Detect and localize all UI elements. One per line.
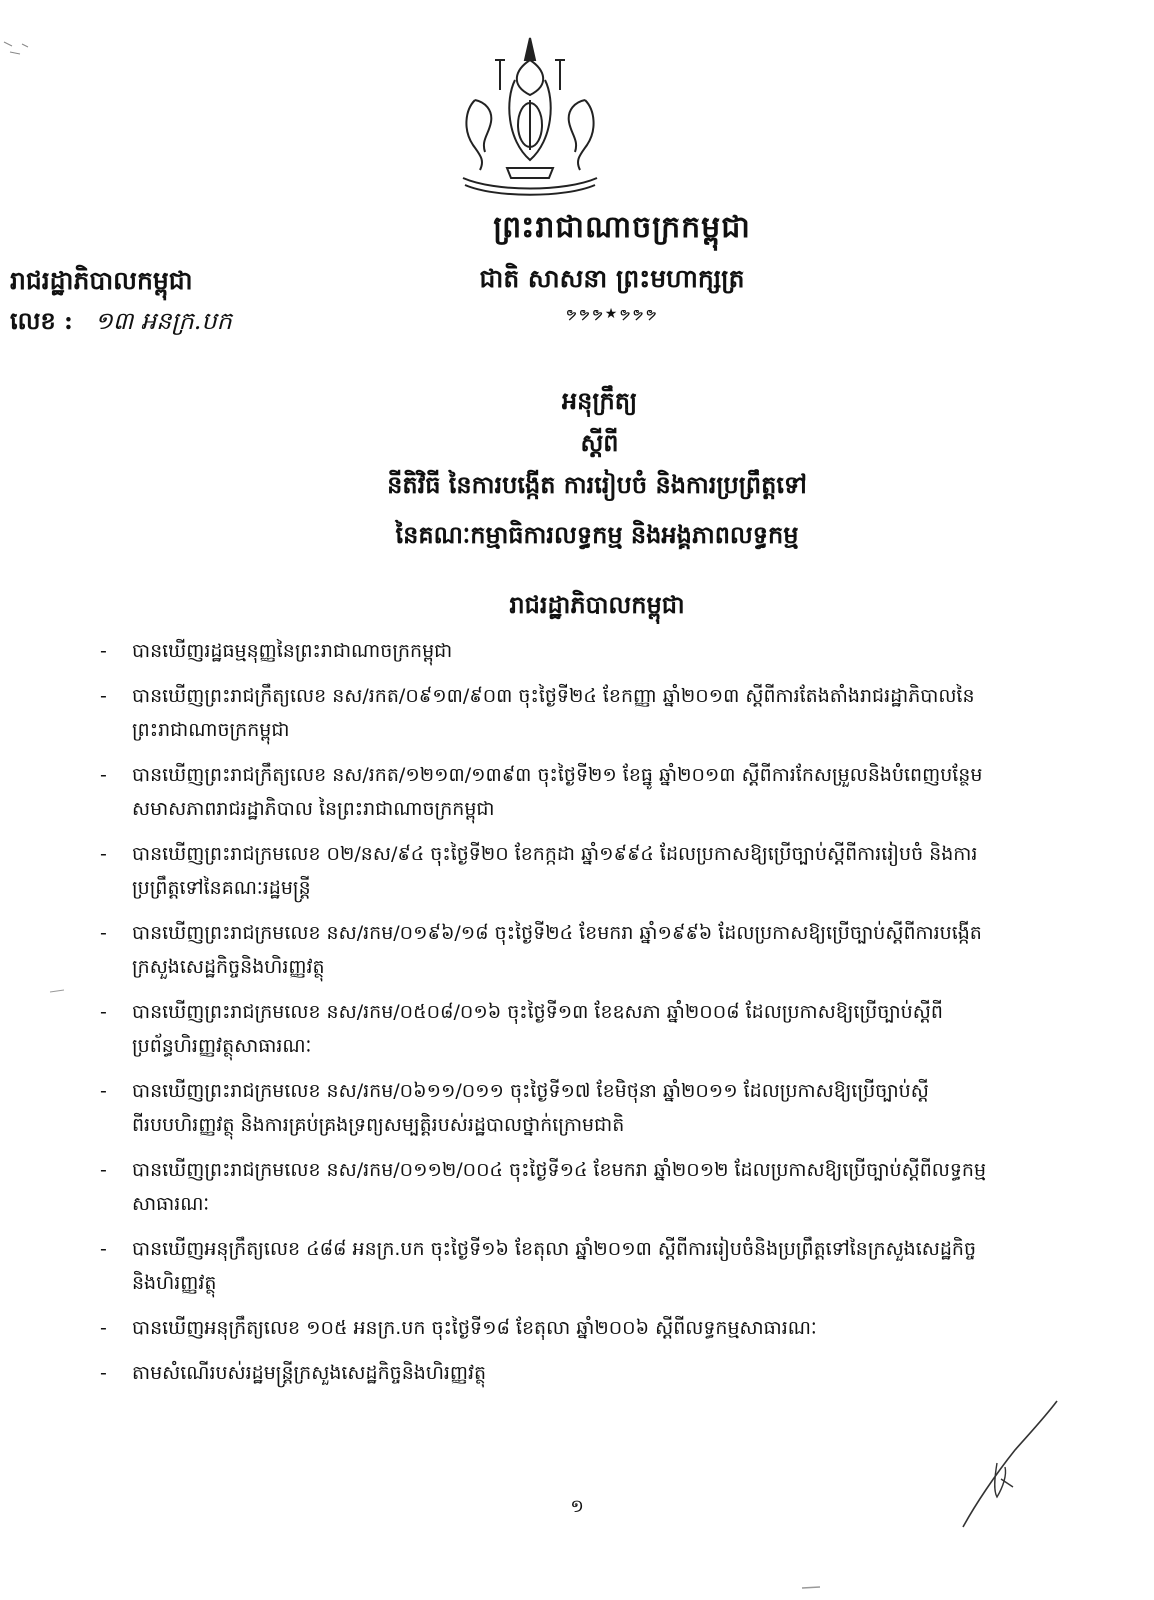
document-subject-line-1: នីតិវិធី នៃការបង្កើត ការរៀបចំ និងការប្រព្រឹត្តទៅ [387,470,807,499]
preamble-clause [100,1356,1010,1390]
issuing-authority-heading: រាជរដ្ឋាភិបាលកម្ពុជា [509,590,685,619]
document-number-label: លេខ : [10,306,73,335]
clause-dash: - [100,1001,107,1023]
preamble-clause [100,679,1010,747]
clause-dash: - [100,1317,107,1339]
clause-text: បានឃើញព្រះរាជក្រមលេខ នស/រកម/០៦១១/០១១ ចុះថ្ងៃទី១៧ ខែមិថុនា ឆ្នាំ២០១១ ដែលប្រកាសឱ្យប្រើច្បាប់ស្តីពីរបបហិរញ្ញវត្ថុ និងការគ្រប់គ្រងទ្រព្យសម្បត្តិរបស់រដ្ឋបាលថ្នាក់ក្រោមជាតិ [132,1080,929,1136]
scan-speck-mark [800,1582,824,1592]
clause-text: បានឃើញរដ្ឋធម្មនុញ្ញនៃព្រះរាជាណាចក្រកម្ពុជា [132,640,453,662]
clause-text: បានឃើញព្រះរាជក្រមលេខ នស/រកម/០៥០៨/០១៦ ចុះថ្ងៃទី១៣ ខែឧសភា ឆ្នាំ២០០៨ ដែលប្រកាសឱ្យប្រើច្បាប់ស្តីពីប្រព័ន្ធហិរញ្ញវត្ថុសាធារណៈ [132,1001,943,1057]
decorative-ornament: ຯຯຯ★ຯຯຯ [565,306,659,322]
document-on-label: ស្តីពី [580,428,619,457]
royal-coat-of-arms-emblem [445,30,615,200]
clause-dash: - [100,640,107,662]
clause-text: បានឃើញព្រះរាជក្រមលេខ នស/រកម/០១១២/០០៤ ចុះថ្ងៃទី១៤ ខែមករា ឆ្នាំ២០១២ ដែលប្រកាសឱ្យប្រើច្បាប់ស្តីពីលទ្ធកម្មសាធារណៈ [132,1159,987,1215]
clause-text: បានឃើញព្រះរាជក្រឹត្យលេខ នស/រកត/០៩១៣/៩០៣ ចុះថ្ងៃទី២៤ ខែកញ្ញា ឆ្នាំ២០១៣ ស្តីពីការតែងតាំងរាជរដ្ឋាភិបាលនៃព្រះរាជាណាចក្រកម្ពុជា [132,685,975,741]
preamble-clause [100,1153,1010,1221]
preamble-clause [100,837,1010,905]
clause-dash: - [100,1362,107,1384]
clause-text: បានឃើញព្រះរាជក្រមលេខ នស/រកម/០១៩៦/១៨ ចុះថ្ងៃទី២៤ ខែមករា ឆ្នាំ១៩៩៦ ដែលប្រកាសឱ្យប្រើច្បាប់ស្តីពីការបង្កើតក្រសួងសេដ្ឋកិច្ចនិងហិរញ្ញវត្ថុ [132,922,982,978]
preamble-clause [100,758,1010,826]
document-number-value: ១៣ អនក្រ.បក [94,307,232,335]
clause-dash: - [100,685,107,707]
document-number [10,306,232,341]
clause-dash: - [100,1238,107,1260]
preamble-clause [100,995,1010,1063]
clause-dash: - [100,1080,107,1102]
clause-dash: - [100,764,107,786]
kingdom-name-heading: ព្រះរាជាណាចក្រកម្ពុជា [493,210,751,245]
clause-text: បានឃើញអនុក្រឹត្យលេខ ១០៥ អនក្រ.បក ចុះថ្ងៃទី១៨ ខែតុលា ឆ្នាំ២០០៦ ស្តីពីលទ្ធកម្មសាធារណៈ [132,1317,817,1339]
scan-speck-mark [48,986,68,996]
scan-speck-mark [2,38,30,60]
clause-dash: - [100,922,107,944]
preamble-clause [100,634,1010,668]
preamble-clause [100,916,1010,984]
clause-text: បានឃើញព្រះរាជក្រឹត្យលេខ នស/រកត/១២១៣/១៣៩៣ ចុះថ្ងៃទី២១ ខែធ្នូ ឆ្នាំ២០១៣ ស្តីពីការកែសម្រួលនិងបំពេញបន្ថែមសមាសភាពរាជរដ្ឋាភិបាល នៃព្រះរាជាណាចក្រកម្ពុជា [132,764,983,820]
clause-dash: - [100,1159,107,1181]
document-type-title: អនុក្រឹត្យ [561,386,638,415]
issuing-government: រាជរដ្ឋាភិបាលកម្ពុជា [10,266,193,295]
clause-text: បានឃើញព្រះរាជក្រមលេខ ០២/នស/៩៤ ចុះថ្ងៃទី២០ ខែកក្កដា ឆ្នាំ១៩៩៤ ដែលប្រកាសឱ្យប្រើច្បាប់ស្តីពីការរៀបចំ និងការប្រព្រឹត្តទៅនៃគណៈរដ្ឋមន្ត្រី [132,843,978,899]
clause-dash: - [100,843,107,865]
preamble-clause [100,1311,1010,1345]
handwritten-signature [955,1395,1065,1535]
document-subject-line-2: នៃគណៈកម្មាធិការលទ្ធកម្ម និងអង្គភាពលទ្ធកម្ម [395,520,799,549]
preamble-clause [100,1232,1010,1300]
preamble-clause [100,1074,1010,1142]
clause-text: តាមសំណើរបស់រដ្ឋមន្ត្រីក្រសួងសេដ្ឋកិច្ចនិងហិរញ្ញវត្ថុ [132,1362,487,1384]
page-number: ១ [570,1496,584,1517]
national-motto: ជាតិ សាសនា ព្រះមហាក្សត្រ [479,264,745,293]
clause-text: បានឃើញអនុក្រឹត្យលេខ ៤៨៨ អនក្រ.បក ចុះថ្ងៃទី១៦ ខែតុលា ឆ្នាំ២០១៣ ស្តីពីការរៀបចំនិងប្រព្រឹត្តទៅនៃក្រសួងសេដ្ឋកិច្ចនិងហិរញ្ញវត្ថុ [132,1238,977,1294]
preamble-clause-list [100,634,1010,1401]
